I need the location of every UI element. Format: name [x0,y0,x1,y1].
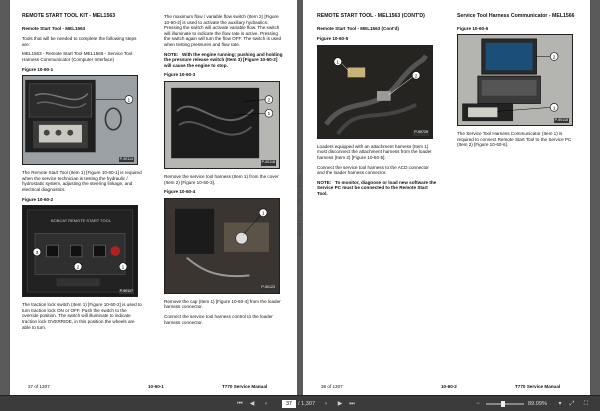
note [164,52,284,69]
viewer-toolbar [0,395,600,411]
tools-list: MEL1563 - Remote Start Tool MEL1566 - Service Tool Harness Communicator (Computer Interface) [22,51,133,62]
note [317,180,437,197]
next-view-icon[interactable]: › [325,401,327,407]
fullscreen-icon[interactable]: ⛶ [583,401,589,407]
callout-label: 1 [121,265,125,271]
paragraph: The Remote Start Tool (Item 1) [Figure 10-60-1] is required when the service technician is testing the hydraulic / hydrostatic system, adjusting the steering linkage, and electrical diagnostics. [22,170,142,192]
note-label: NOTE: [164,51,179,57]
zoom-slider-handle[interactable] [501,401,505,407]
service-pc-illustration [458,35,572,125]
zoom-slider[interactable] [486,403,524,405]
section-heading: REMOTE START TOOL KIT - MEL1563 [22,13,116,19]
section-heading: REMOTE START TOOL - MEL1563 (CONT'D) [317,13,425,19]
callout-label: 1 [261,211,265,217]
right-page-column-1 [317,14,437,201]
figure-photo-harness-connection [317,45,433,139]
figure-title: Figure 10-60-1 [22,66,54,72]
fit-page-icon[interactable]: ⤢ [569,401,575,407]
sub-heading: Remote Start Tool - MEL1563 [22,25,86,31]
remote-start-tool-kit-illustration [23,76,137,164]
total-pages: / 1,307 [298,401,316,407]
zoom-level: 89.09% [528,401,547,407]
sub-heading: Remote Start Tool - MEL1563 (Cont'd) [317,25,399,31]
callout-label: 1 [336,60,340,66]
page-count: 38 of 1307 [321,384,343,389]
document-page-right [303,0,590,395]
loader-connector-illustration [165,199,279,293]
page-count: 37 of 1307 [28,384,50,389]
note-label: NOTE: [317,179,332,185]
paragraph: Connect the service tool harness control to the loader harness connector. [164,313,273,325]
first-page-icon[interactable]: ⏮ [237,401,243,407]
section-heading: Service Tool Harness Communicator - MEL1566 [457,13,575,19]
last-page-icon[interactable]: ⏭ [349,401,355,407]
figure-photo-harness-cover [164,81,280,169]
photo-code: P-90118 [554,117,568,122]
previous-view-icon[interactable]: ‹ [265,401,267,407]
manual-title: T770 Service Manual [515,384,561,389]
figure-photo-control-panel [22,205,138,297]
photo-code: P-90117 [119,288,133,293]
callout-label: 1 [552,106,556,112]
callout-label: 2 [552,55,556,61]
section-number: 10-60-2 [441,384,457,389]
previous-page-icon[interactable]: ◀ [249,401,255,407]
figure-title: Figure 10-60-3 [164,72,196,78]
figure-photo-remote-start-tool [22,75,138,165]
harness-connection-illustration [318,46,432,138]
paragraph: The Service Tool Harness Communicator (Item 1) is required to connect Remote Start Tool to the Service PC (Item 2) [Figure 10-60-6]. [457,131,572,148]
section-number: 10-60-1 [148,384,164,389]
next-page-icon[interactable]: ▶ [337,401,343,407]
figure-title: Figure 10-60-6 [457,25,489,31]
figure-title: Figure 10-60-4 [164,189,196,195]
paragraph: Connect the service tool harness to the ACD connector and the loader harness connector. [317,164,429,176]
zoom-menu-chevron-icon[interactable]: ▾ [558,401,562,407]
side-text-label: Dealer Copy -- Not for Resale [297,173,303,237]
callout-label: 3 [35,251,39,257]
manual-title: T770 Service Manual [222,384,268,389]
paragraph: Remove the cap (Item 1) [Figure 10-60-4] from the loader harness connector. [164,298,281,310]
right-page-column-2 [457,14,577,152]
intro-text: Tools that will be needed to complete the following steps are: [22,36,137,47]
photo-code: P-90123 [261,285,275,290]
left-page-column-1 [22,14,142,334]
photo-code: P-90729 [414,130,428,135]
figure-title: Figure 10-60-5 [317,36,349,42]
harness-cover-illustration [165,82,279,168]
callout-label: 2 [267,98,271,104]
note-text: With the engine running; pushing and holding the pressure release switch (Item 3) [Figure 10-60-2] will cause the engine to stop. [164,51,283,68]
paragraph: Loaders equipped with an attachment harness (Item 1) must disconnect the attachment harness from the loader harness (Item 2) [Figure 10-60-5]. [317,143,432,160]
figure-title: Figure 10-60-2 [22,196,54,202]
figure-photo-loader-connector [164,198,280,294]
panel-label: BOBCAT REMOTE START TOOL [51,218,111,224]
paragraph: Remove the service tool harness (Item 1) from the cover (Item 2) [Figure 10-60-3]. [164,173,279,185]
note-text: To monitor, diagnose or load new software the Service PC must be connected to the Remote Start Tool. [317,179,437,196]
document-page-left [10,0,297,395]
left-page-column-2 [164,14,284,329]
zoom-out-icon[interactable]: − [476,401,480,407]
photo-code: P-90116 [261,160,275,165]
callout-label: 2 [76,265,80,271]
photo-code: P-90114 [119,156,133,161]
callout-label: 1 [127,98,131,104]
page-number-input[interactable]: 37 [282,400,296,408]
paragraph: The traction lock switch (Item 1) [Figure 10-60-2] is used to turn traction lock ON or OFF. Push the switch to the override position. The switch will illuminate to indicate traction lock OVERRIDE, in this position the wheels are able to turn. [22,302,142,330]
paragraph: The maximum flow / variable flow switch (Item 2) [Figure 10-60-2] is used to activate the auxiliary hydraulics. Pressing the switch will activate variable flow. The switch will illuminate to indicate the flow rate is active. Pressing the switch again will turn the flow OFF. The switch is used when testing pressures and flow rate. [164,14,282,47]
callout-label: 2 [414,74,418,80]
figure-photo-service-pc [457,34,573,126]
callout-label: 1 [267,112,271,118]
